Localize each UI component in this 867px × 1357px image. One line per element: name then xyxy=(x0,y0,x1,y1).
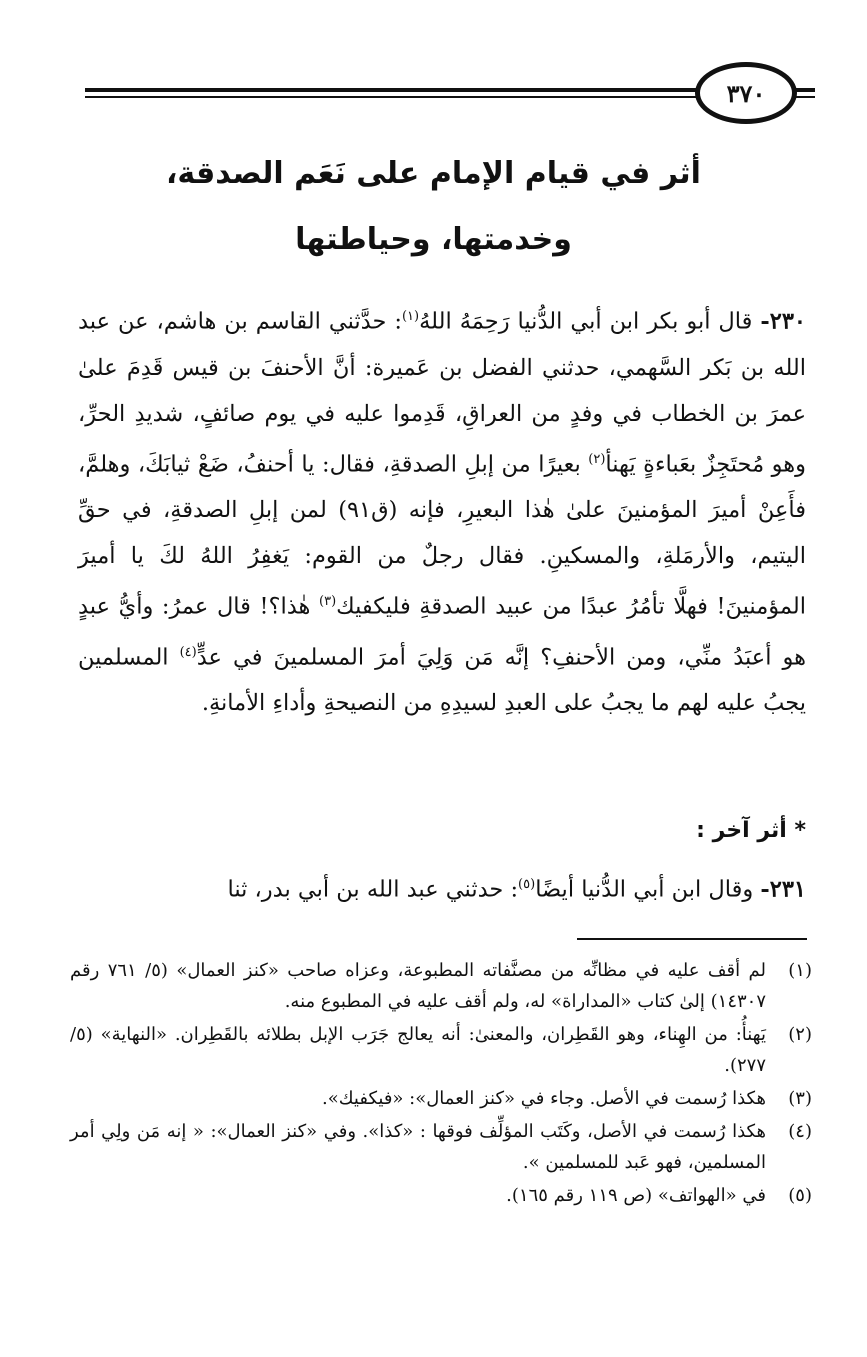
footnote-separator xyxy=(577,938,807,940)
footnote-ref: (٣) xyxy=(319,594,337,609)
footnote-number: (٣) xyxy=(788,1088,812,1109)
narration-231 xyxy=(78,862,806,913)
footnote-ref: (١) xyxy=(401,309,420,324)
narration-230 xyxy=(78,294,806,726)
narration-number: ٢٣١- xyxy=(760,876,806,903)
chapter-title-line2: وخدمتها، وحياطتها xyxy=(295,222,572,257)
footnote-number: (٥) xyxy=(788,1185,812,1206)
footnote xyxy=(70,1180,812,1211)
page-number: ٣٧٠ xyxy=(695,62,797,124)
narration-text: المسلمين يجبُ عليه لهم ما يجبُ على العبدِ لسيدِهِ من النصيحةِ وأداءِ الأمانةِ. xyxy=(78,644,806,716)
narration-text: وقال ابن أبي الدُّنيا أيضًا xyxy=(535,876,761,903)
chapter-title-line1: أثر في قيام الإمام على نَعَم الصدقة، xyxy=(166,156,701,191)
footnote-text: في «الهواتف» (ص ١١٩ رقم ١٦٥). xyxy=(506,1185,766,1206)
footnote xyxy=(70,1116,812,1178)
footnote-ref: (٢) xyxy=(588,451,606,467)
footnote-number: (٢) xyxy=(788,1024,812,1045)
footnote-ref: (٤) xyxy=(179,644,197,660)
narration-text: بعيرًا من إبلِ الصدقةِ، فقال: يا أحنفُ، ضَعْ ثيابَكَ، وهلمَّ، فأَعِنْ أميرَ المؤمنينَ علىٰ هٰذا البعيرِ، فإنه (ق٩١) لمن إبلِ الصدقةِ، في حقِّ اليتيم، والأرمَلةِ، والمسكينِ. فقال رجلٌ من القوم: يَغفِرُ اللهُ لكَ يا أميرَ المؤمنينَ! فهلَّا تأمُرُ عبدًا من عبيد الصدقةِ فليكفيك xyxy=(78,451,807,620)
footnote xyxy=(70,1019,812,1081)
narration-text: : حدَّثني القاسم بن هاشم، عن عبد الله بن بَكر السَّهمي، حدثني الفضل بن عَميرة: أنَّ الأحنفَ بن قيس قَدِمَ علىٰ عمرَ بن الخطاب في وفدٍ من العراقِ، قَدِموا عليه في يوم صائفٍ، شديدِ الحرِّ، وهو مُحتَجِزٌ بعَباءةٍ يَهنأ xyxy=(78,308,806,477)
footnote-number: (٤) xyxy=(788,1121,812,1142)
section-subheading: * أثر آخر : xyxy=(696,818,806,843)
footnote-number: (١) xyxy=(788,960,812,981)
narration-text: : حدثني عبد الله بن أبي بدر، ثنا xyxy=(227,876,519,903)
footnote-text: هكذا رُسمت في الأصل. وجاء في «كنز العمال»: «فيكفيك». xyxy=(322,1088,766,1109)
page-header xyxy=(85,62,815,126)
header-rule-thin xyxy=(85,96,697,98)
footnote xyxy=(70,955,812,1017)
footnote-ref: (٥) xyxy=(518,877,536,892)
narration-number: ٢٣٠- xyxy=(760,308,806,335)
narration-text: هٰذا؟! قال عمرُ: وأيُّ عبدٍ هو أعبَدُ منِّي، ومن الأحنفِ؟ إنَّه مَن وَلِيَ أمرَ المسلمينَ في عدٍّ xyxy=(78,593,806,670)
footnote-text: لم أقف عليه في مظانِّه من مصنَّفاته المطبوعة، وعزاه صاحب «كنز العمال» (٥/ ٧٦١ رقم ١٤٣٠٧) إلىٰ كتاب «المداراة» له، ولم أقف عليه في المطبوع منه. xyxy=(70,960,766,1012)
header-rule xyxy=(85,88,697,92)
footnotes xyxy=(70,955,812,1213)
footnote-text: يَهنأُ: من الهِناء، وهو القَطِران، والمعنىٰ: أنه يعالج جَرَب الإبل بطلائه بالقَطِران. «النهاية» (٥/ ٢٧٧). xyxy=(70,1024,766,1076)
footnote xyxy=(70,1083,812,1114)
footnote-text: هكذا رُسمت في الأصل، وكَتَب المؤلِّف فوقها : «كذا». وفي «كنز العمال»: « إنه مَن ولِي أمر المسلمين، فهو عَبد للمسلمين ». xyxy=(70,1121,766,1173)
narration-text: قال أبو بكر ابن أبي الدُّنيا رَحِمَهُ اللهُ xyxy=(419,308,761,335)
